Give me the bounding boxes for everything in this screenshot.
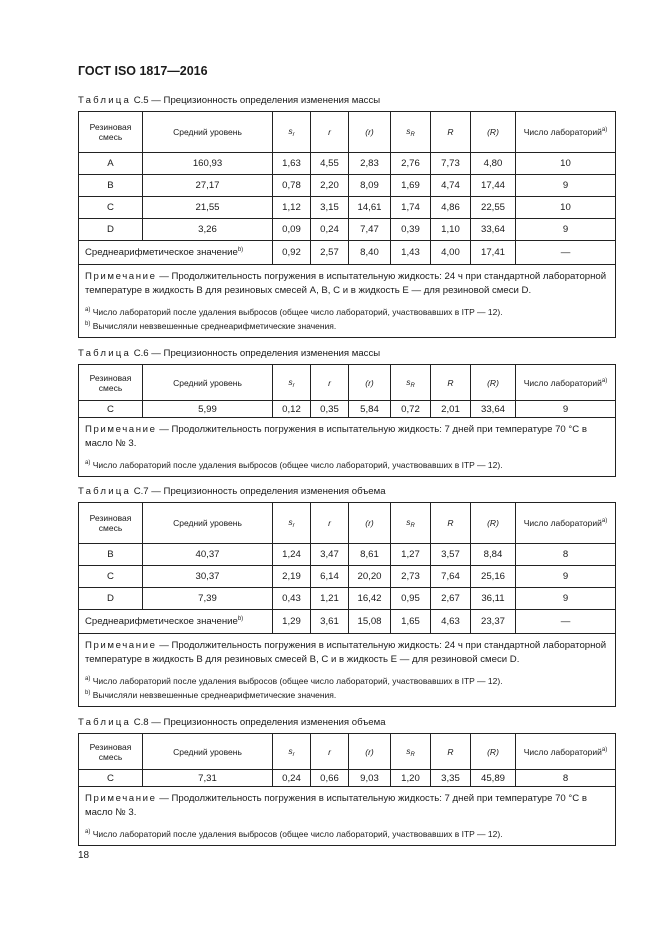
cell: 3,26 bbox=[143, 219, 273, 241]
cell: 2,76 bbox=[391, 153, 431, 175]
header-level: Средний уровень bbox=[143, 734, 273, 770]
note-label: Примечание bbox=[85, 793, 157, 804]
header-labs: Число лабораторий$^{a)}$ bbox=[516, 365, 616, 401]
cell: 17,41 bbox=[471, 241, 516, 265]
cell: 4,80 bbox=[471, 153, 516, 175]
caption-id: С.5 bbox=[133, 95, 149, 106]
footnote-b: Вычисляли невзвешенные среднеарифметические значения. bbox=[92, 321, 337, 331]
header-R-paren: (R) bbox=[471, 365, 516, 401]
header-R: R bbox=[431, 365, 471, 401]
cell: 1,24 bbox=[273, 544, 311, 566]
table-header-row bbox=[79, 503, 616, 544]
cell: 7,73 bbox=[431, 153, 471, 175]
cell: 1,10 bbox=[431, 219, 471, 241]
cell: D bbox=[79, 219, 143, 241]
header-sr: $s_r$ bbox=[273, 503, 311, 544]
mean-row bbox=[79, 610, 616, 634]
header-mix: Резиновая смесь bbox=[79, 112, 143, 153]
cell: 9 bbox=[516, 219, 616, 241]
header-R: R bbox=[431, 503, 471, 544]
note-text: — Продолжительность погружения в испытательную жидкость: 7 дней при температуре 70 °C в масло № 3. bbox=[85, 793, 587, 818]
header-sR: $s_R$ bbox=[391, 112, 431, 153]
table-caption bbox=[78, 95, 380, 106]
header-level: Средний уровень bbox=[143, 112, 273, 153]
mean-row bbox=[79, 241, 616, 265]
header-r-paren: (r) bbox=[349, 734, 391, 770]
cell: 16,42 bbox=[349, 588, 391, 610]
header-mix: Резиновая смесь bbox=[79, 503, 143, 544]
table-caption bbox=[78, 486, 386, 497]
header-mix: Резиновая смесь bbox=[79, 365, 143, 401]
header-labs: Число лабораторий$^{a)}$ bbox=[516, 503, 616, 544]
table-note: Примечание — Продолжительность погружения в испытательную жидкость: 7 дней при температуре 70 °C в масло № 3. $^{a)}$ Число лабораторий после удаления выбросов (общее число лабораторий, участвовавших в ITP — 12). bbox=[79, 418, 616, 477]
cell: C bbox=[79, 770, 143, 787]
cell: 9 bbox=[516, 588, 616, 610]
cell: 10 bbox=[516, 197, 616, 219]
table-row bbox=[79, 566, 616, 588]
caption-text: — Прецизионность определения изменения массы bbox=[151, 95, 381, 106]
precision-table bbox=[78, 364, 616, 477]
header-sR: $s_R$ bbox=[391, 503, 431, 544]
cell: 2,20 bbox=[311, 175, 349, 197]
header-r-paren: (r) bbox=[349, 503, 391, 544]
table-note: Примечание — Продолжительность погружения в испытательную жидкость: 24 ч при стандартной лабораторной температуре в жидкость B для резиновых смесей B, C и в жидкость E — для резиновой смеси D. $^{a)}$ Число лабораторий после удаления выбросов (общее число лабораторий, участвовавших в ITP — 12). $^{b)}$ Вычисляли невзвешенные среднеарифметические значения. bbox=[79, 634, 616, 707]
cell: 1,69 bbox=[391, 175, 431, 197]
caption-prefix: Таблица bbox=[78, 348, 132, 359]
caption-text: — Прецизионность определения изменения объема bbox=[151, 486, 386, 497]
cell: 22,55 bbox=[471, 197, 516, 219]
note-row bbox=[79, 418, 616, 477]
note-row bbox=[79, 787, 616, 846]
table-row bbox=[79, 219, 616, 241]
caption-prefix: Таблица bbox=[78, 95, 132, 106]
footnote-a: Число лабораторий после удаления выбросов (общее число лабораторий, участвовавших в ITP — 12). bbox=[92, 676, 503, 686]
cell: 6,14 bbox=[311, 566, 349, 588]
cell: 7,39 bbox=[143, 588, 273, 610]
cell: 3,35 bbox=[431, 770, 471, 787]
cell: 33,64 bbox=[471, 401, 516, 418]
cell: 2,83 bbox=[349, 153, 391, 175]
note-label: Примечание bbox=[85, 640, 157, 651]
caption-prefix: Таблица bbox=[78, 486, 132, 497]
cell: C bbox=[79, 197, 143, 219]
cell: 2,01 bbox=[431, 401, 471, 418]
caption-id: С.7 bbox=[133, 486, 149, 497]
cell: 40,37 bbox=[143, 544, 273, 566]
cell: 8 bbox=[516, 770, 616, 787]
table-note: Примечание — Продолжительность погружения в испытательную жидкость: 24 ч при стандартной лабораторной температуре в жидкость В для резиновых смесей A, B, C и в жидкость E — для резиновой смеси D. $^{a)}$ Число лабораторий после удаления выбросов (общее число лабораторий, участвовавших в ITP — 12). $^{b)}$ Вычисляли невзвешенные среднеарифметические значения. bbox=[79, 265, 616, 338]
cell: 0,24 bbox=[311, 219, 349, 241]
cell: 0,43 bbox=[273, 588, 311, 610]
cell: — bbox=[516, 241, 616, 265]
cell: 1,43 bbox=[391, 241, 431, 265]
cell: 7,47 bbox=[349, 219, 391, 241]
cell: 27,17 bbox=[143, 175, 273, 197]
header-r-paren: (r) bbox=[349, 112, 391, 153]
page-number: 18 bbox=[78, 850, 90, 861]
table-row bbox=[79, 588, 616, 610]
cell: 0,39 bbox=[391, 219, 431, 241]
cell: — bbox=[516, 610, 616, 634]
table-row bbox=[79, 544, 616, 566]
caption-text: — Прецизионность определения изменения массы bbox=[151, 348, 381, 359]
cell: 0,24 bbox=[273, 770, 311, 787]
cell: 0,92 bbox=[273, 241, 311, 265]
cell: 4,86 bbox=[431, 197, 471, 219]
header-r: r bbox=[311, 365, 349, 401]
cell: 1,63 bbox=[273, 153, 311, 175]
precision-table bbox=[78, 111, 616, 338]
cell: 1,29 bbox=[273, 610, 311, 634]
cell: 1,65 bbox=[391, 610, 431, 634]
cell: 0,95 bbox=[391, 588, 431, 610]
cell: 8,84 bbox=[471, 544, 516, 566]
cell: 33,64 bbox=[471, 219, 516, 241]
cell: 4,55 bbox=[311, 153, 349, 175]
note-label: Примечание bbox=[85, 424, 157, 435]
header-R-paren: (R) bbox=[471, 112, 516, 153]
cell: 21,55 bbox=[143, 197, 273, 219]
cell: 2,67 bbox=[431, 588, 471, 610]
cell: 3,47 bbox=[311, 544, 349, 566]
cell: 17,44 bbox=[471, 175, 516, 197]
header-sR: $s_R$ bbox=[391, 734, 431, 770]
cell: 1,20 bbox=[391, 770, 431, 787]
table-header-row bbox=[79, 734, 616, 770]
cell: 5,99 bbox=[143, 401, 273, 418]
cell: 8 bbox=[516, 544, 616, 566]
cell: 25,16 bbox=[471, 566, 516, 588]
table-note: Примечание — Продолжительность погружения в испытательную жидкость: 7 дней при температуре 70 °C в масло № 3. $^{a)}$ Число лабораторий после удаления выбросов (общее число лабораторий, участвовавших в ITP — 12). bbox=[79, 787, 616, 846]
cell: 14,61 bbox=[349, 197, 391, 219]
cell: 3,61 bbox=[311, 610, 349, 634]
header-R-paren: (R) bbox=[471, 734, 516, 770]
table-caption bbox=[78, 717, 386, 728]
cell: B bbox=[79, 544, 143, 566]
cell: 4,74 bbox=[431, 175, 471, 197]
table-caption bbox=[78, 348, 380, 359]
cell: 0,09 bbox=[273, 219, 311, 241]
header-labs: Число лабораторий$^{a)}$ bbox=[516, 112, 616, 153]
caption-prefix: Таблица bbox=[78, 717, 132, 728]
cell: 1,27 bbox=[391, 544, 431, 566]
cell: 8,40 bbox=[349, 241, 391, 265]
header-r-paren: (r) bbox=[349, 365, 391, 401]
cell: 4,63 bbox=[431, 610, 471, 634]
table-row bbox=[79, 175, 616, 197]
cell: 4,00 bbox=[431, 241, 471, 265]
cell: 3,57 bbox=[431, 544, 471, 566]
header-r: r bbox=[311, 734, 349, 770]
cell: 9 bbox=[516, 566, 616, 588]
table-header-row bbox=[79, 112, 616, 153]
cell: 5,84 bbox=[349, 401, 391, 418]
note-label: Примечание bbox=[85, 271, 157, 282]
cell: 1,21 bbox=[311, 588, 349, 610]
table-header-row bbox=[79, 365, 616, 401]
caption-id: С.8 bbox=[133, 717, 149, 728]
table-row bbox=[79, 770, 616, 787]
cell: B bbox=[79, 175, 143, 197]
cell: 9,03 bbox=[349, 770, 391, 787]
cell: 0,66 bbox=[311, 770, 349, 787]
cell: 9 bbox=[516, 175, 616, 197]
cell: 0,78 bbox=[273, 175, 311, 197]
table-row bbox=[79, 153, 616, 175]
header-labs: Число лабораторий$^{a)}$ bbox=[516, 734, 616, 770]
footnote-b: Вычисляли невзвешенные среднеарифметические значения. bbox=[92, 690, 337, 700]
cell: 7,31 bbox=[143, 770, 273, 787]
precision-table bbox=[78, 733, 616, 846]
table-row bbox=[79, 401, 616, 418]
note-text: — Продолжительность погружения в испытательную жидкость: 7 дней при температуре 70 °C в масло № 3. bbox=[85, 424, 587, 449]
cell: 0,35 bbox=[311, 401, 349, 418]
cell: 7,64 bbox=[431, 566, 471, 588]
cell: 0,72 bbox=[391, 401, 431, 418]
precision-table bbox=[78, 502, 616, 707]
caption-text: — Прецизионность определения изменения объема bbox=[151, 717, 386, 728]
document-header: ГОСТ ISO 1817—2016 bbox=[78, 64, 208, 78]
caption-id: С.6 bbox=[133, 348, 149, 359]
footnote-a: Число лабораторий после удаления выбросов (общее число лабораторий, участвовавших в ITP — 12). bbox=[92, 829, 503, 839]
header-r: r bbox=[311, 112, 349, 153]
header-R-paren: (R) bbox=[471, 503, 516, 544]
cell: 1,74 bbox=[391, 197, 431, 219]
footnote-a: Число лабораторий после удаления выбросов (общее число лабораторий, участвовавших в ITP — 12). bbox=[92, 307, 503, 317]
footnote-a: Число лабораторий после удаления выбросов (общее число лабораторий, участвовавших в ITP — 12). bbox=[92, 460, 503, 470]
header-mix: Резиновая смесь bbox=[79, 734, 143, 770]
cell: 1,12 bbox=[273, 197, 311, 219]
note-text: — Продолжительность погружения в испытательную жидкость: 24 ч при стандартной лабораторной температуре в жидкость B для резиновых смесей B, C и в жидкость E — для резиновой смеси D. bbox=[85, 640, 607, 665]
cell: 23,37 bbox=[471, 610, 516, 634]
cell: C bbox=[79, 566, 143, 588]
cell: 9 bbox=[516, 401, 616, 418]
cell: 10 bbox=[516, 153, 616, 175]
cell: 36,11 bbox=[471, 588, 516, 610]
cell: 160,93 bbox=[143, 153, 273, 175]
cell: 15,08 bbox=[349, 610, 391, 634]
cell: 2,57 bbox=[311, 241, 349, 265]
note-row bbox=[79, 634, 616, 707]
cell: 0,12 bbox=[273, 401, 311, 418]
header-R: R bbox=[431, 734, 471, 770]
cell: 8,09 bbox=[349, 175, 391, 197]
cell: 30,37 bbox=[143, 566, 273, 588]
note-row bbox=[79, 265, 616, 338]
cell: D bbox=[79, 588, 143, 610]
cell: 2,19 bbox=[273, 566, 311, 588]
table-row bbox=[79, 197, 616, 219]
cell: 3,15 bbox=[311, 197, 349, 219]
cell: 2,73 bbox=[391, 566, 431, 588]
mean-label: Среднеарифметическое значение$^{b)}$ bbox=[79, 241, 273, 265]
header-sr: $s_r$ bbox=[273, 734, 311, 770]
header-sr: $s_r$ bbox=[273, 365, 311, 401]
cell: C bbox=[79, 401, 143, 418]
cell: 8,61 bbox=[349, 544, 391, 566]
cell: 20,20 bbox=[349, 566, 391, 588]
header-sr: $s_r$ bbox=[273, 112, 311, 153]
note-text: — Продолжительность погружения в испытательную жидкость: 24 ч при стандартной лабораторной температуре в жидкость В для резиновых смесей A, B, C и в жидкость E — для резиновой смеси D. bbox=[85, 271, 607, 296]
header-r: r bbox=[311, 503, 349, 544]
header-R: R bbox=[431, 112, 471, 153]
cell: 45,89 bbox=[471, 770, 516, 787]
cell: A bbox=[79, 153, 143, 175]
header-sR: $s_R$ bbox=[391, 365, 431, 401]
mean-label: Среднеарифметическое значение$^{b)}$ bbox=[79, 610, 273, 634]
header-level: Средний уровень bbox=[143, 503, 273, 544]
header-level: Средний уровень bbox=[143, 365, 273, 401]
